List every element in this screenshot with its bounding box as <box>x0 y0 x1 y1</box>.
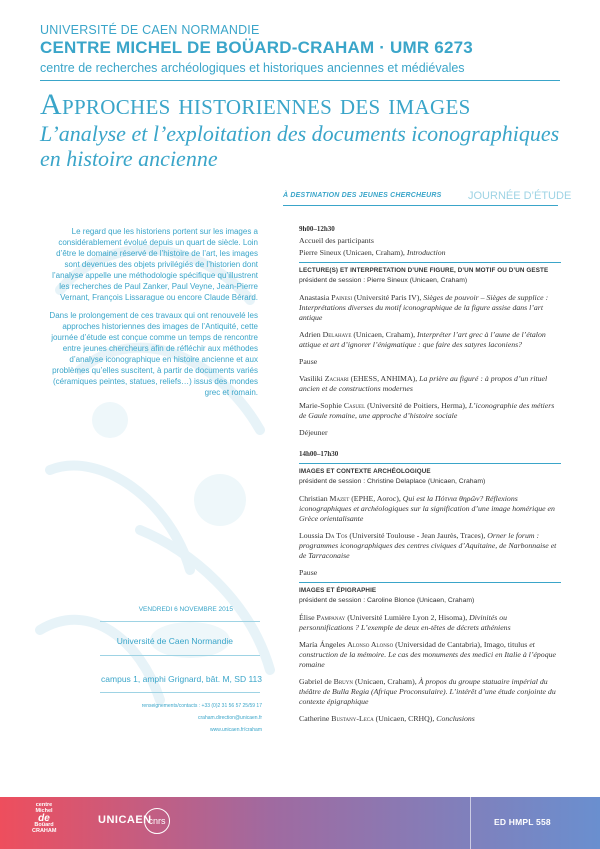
speaker-last: Painesi <box>331 293 352 302</box>
speaker-first: Christian <box>299 494 330 503</box>
talk-title: Sièges de pouvoir – Sièges de supplice : Interprétations diverses du motif iconographique de la figure assise dans l’art antique <box>299 293 549 322</box>
venue-divider <box>100 621 260 622</box>
speaker-last: Casuel <box>343 401 366 410</box>
logo-text: de <box>38 813 50 824</box>
speaker-last: Pampanay <box>316 613 346 622</box>
header-divider <box>40 80 560 81</box>
contact-email[interactable]: craham.direction@unicaen.fr <box>198 715 262 721</box>
program-divider <box>283 205 558 206</box>
affiliation: (Unicaen, Craham), <box>351 330 417 339</box>
talk-title: Interpréter l’art grec à l’aune de l’étalon attique et art d’ignorer l’énigmatique : que faire des satyres laconiens? <box>299 330 546 349</box>
speaker-last: Delahaye <box>322 330 352 339</box>
session-title: LECTURE(S) ET INTERPRETATION D’UNE FIGURE, D’UN MOTIF OU D’UN GESTE <box>299 262 561 276</box>
page-subtitle: L’analyse et l’exploitation des documents iconographiques en histoire ancienne <box>40 121 560 171</box>
affiliation: (EPHE, Aoroc), <box>349 494 403 503</box>
venue-university: Université de Caen Normandie <box>116 636 233 646</box>
affiliation: (Université de Poitiers, Herma), <box>365 401 469 410</box>
speaker-last: Bustany-Leca <box>331 714 374 723</box>
program <box>299 222 561 724</box>
session-chair: président de session : Caroline Blonce (Unicaen, Craham) <box>299 597 475 604</box>
talk <box>299 613 561 633</box>
logo-text: CRAHAM <box>32 827 57 834</box>
event-type: JOURNÉE D’ÉTUDE <box>468 190 572 202</box>
intro-text <box>40 226 258 405</box>
venue-place: campus 1, amphi Grignard, bât. M, SD 113 <box>101 674 262 684</box>
speaker-first: María Ángeles <box>299 640 348 649</box>
pause: Pause <box>299 568 318 577</box>
speaker-first: Gabriel de <box>299 677 334 686</box>
contact-website[interactable]: www.unicaen.fr/craham <box>210 727 262 733</box>
speaker-first: Vasiliki <box>299 374 325 383</box>
session-title: IMAGES ET ÉPIGRAPHIE <box>299 582 561 596</box>
talk-title: Qui est la Πότνια θηρῶν? Réflexions iconographiques et archéologiques sur la signification d’une image homérique en Grèce orientalisante <box>299 494 555 523</box>
afternoon-time: 14h00–17h30 <box>299 450 339 458</box>
speaker-first: Adrien <box>299 330 323 339</box>
affiliation: (Unicaen, Craham), <box>341 248 407 257</box>
talk <box>299 640 561 670</box>
speaker-last: Bruyn <box>333 677 354 686</box>
venue-divider <box>100 692 260 693</box>
speaker-first: Marie-Sophie <box>299 401 344 410</box>
session-title: IMAGES ET CONTEXTE ARCHÉOLOGIQUE <box>299 463 561 477</box>
contact-block <box>40 703 262 739</box>
page-title: Approches historiennes des images <box>40 88 471 121</box>
event-date: VENDREDI 6 NOVEMBRE 2015 <box>138 606 233 613</box>
footer-divider <box>470 797 471 849</box>
talk-title: L’iconographie des métiers de Gaule romaine, une approche d’histoire sociale <box>299 401 555 420</box>
speaker-last: Mazet <box>329 494 350 503</box>
intro-paragraph: Le regard que les historiens portent sur les images a considérablement évolué depuis un quart de siècle. Loin d’être le domaine réservé de l’histoire de l’art, les images sont devenues des objets privilégiés de l’historien dont l’analyse appelle une méthodologie spécifique qu’illustrent les recherches de Paul Zanker, Paul Veyne, Jean-Pierre Vernant, François Lissarague ou encore Claude Bérard. <box>52 227 258 302</box>
speaker: Pierre Sineux <box>299 248 342 257</box>
talk <box>299 714 561 724</box>
affiliation: (Unicaen, CRHQ), <box>373 714 437 723</box>
reference-code: ED HMPL 558 <box>494 817 551 827</box>
morning-time: 9h00–12h30 <box>299 225 335 233</box>
speaker-first: Élise <box>299 613 317 622</box>
unicaen-logo: UNICAEN <box>98 814 152 826</box>
audience-badge: À DESTINATION DES JEUNES CHERCHEURS <box>283 192 442 199</box>
talk <box>299 293 561 323</box>
speaker-last: Alonso Alonso <box>347 640 394 649</box>
program-item: Accueil des participants <box>299 236 374 245</box>
logo-text: Michel <box>35 807 53 814</box>
lunch: Déjeuner <box>299 428 328 437</box>
program-item <box>299 248 561 258</box>
speaker-first: Catherine <box>299 714 332 723</box>
talk-title-part: Imago, titulus <box>483 640 528 649</box>
session-chair: président de session : Christine Delaplace (Unicaen, Craham) <box>299 478 486 485</box>
pause: Pause <box>299 357 318 366</box>
craham-logo <box>32 803 56 834</box>
logo-text: centre <box>35 802 53 808</box>
talk-title: À propos du groupe statuaire impérial du théâtre de Bulla Regia (Afrique Proconsulaire). L’intérêt d’une étude conjointe du contexte épigraphique <box>299 677 556 706</box>
affiliation: (EHESS, ANHIMA), <box>348 374 420 383</box>
contact-phone: renseignements/contacts : +33 (0)2 31 56 57 25/59 17 <box>141 703 262 709</box>
centre-name: CENTRE MICHEL DE BOÜARD-CRAHAM · UMR 6273 <box>40 38 473 57</box>
speaker-first: Loussia <box>299 531 326 540</box>
cnrs-logo: cnrs <box>144 808 170 834</box>
affiliation: (Université Toulouse - Jean Jaurès, Traces), <box>347 531 488 540</box>
talk <box>299 401 561 421</box>
talk-title: Introduction <box>406 248 446 257</box>
affiliation: (Université Lumière Lyon 2, Hisoma), <box>345 613 470 622</box>
talk-title: Conclusions <box>436 714 475 723</box>
university-name: UNIVERSITÉ DE CAEN NORMANDIE <box>40 23 260 37</box>
talk-title: Divinités ou personnifications ? L’exemple de deux en-têtes de décrets athéniens <box>299 613 511 632</box>
talk <box>299 677 561 707</box>
talk-title: La prière au figuré : à propos d’un rituel ancien et de constructions modernes <box>299 374 548 393</box>
speaker-last: Da Tos <box>325 531 348 540</box>
talk <box>299 374 561 394</box>
talk <box>299 494 561 524</box>
talk <box>299 330 561 350</box>
affiliation: (Université Paris IV), <box>352 293 424 302</box>
centre-description: centre de recherches archéologiques et historiques anciennes et médiévales <box>40 61 465 75</box>
talk <box>299 531 561 561</box>
affiliation: (Unicaen, Craham), <box>353 677 419 686</box>
intro-paragraph: Dans le prolongement de ces travaux qui ont renouvelé les approches historiennes des images de l’Antiquité, cette journée d’étude est conçue comme un temps de rencontre entre jeunes chercheurs afin de réfléchir aux méthodes d’analyse iconographique en histoire ancienne et aux problèmes qu’elles suscitent, à partir de documents variés (céramiques peintes, statues, reliefs…) issus des mondes grec et romain. <box>49 311 258 397</box>
speaker-last: Zachari <box>324 374 349 383</box>
talk-title: et construction de la mémoire. Le cas des monuments des medici en Italie à l’époque romaine <box>299 640 556 669</box>
talk-title: Orner le forum : programmes iconographiques des centres civiques d’Aquitaine, de Narbonnaise et de Tarraconaise <box>299 531 557 560</box>
speaker-first: Anastasia <box>299 293 332 302</box>
session-chair: président de session : Pierre Sineux (Unicaen, Craham) <box>299 277 468 284</box>
logo-text: Boüard <box>34 822 54 828</box>
venue-divider <box>100 655 260 656</box>
affiliation: (Universidad de Cantabria), <box>393 640 484 649</box>
